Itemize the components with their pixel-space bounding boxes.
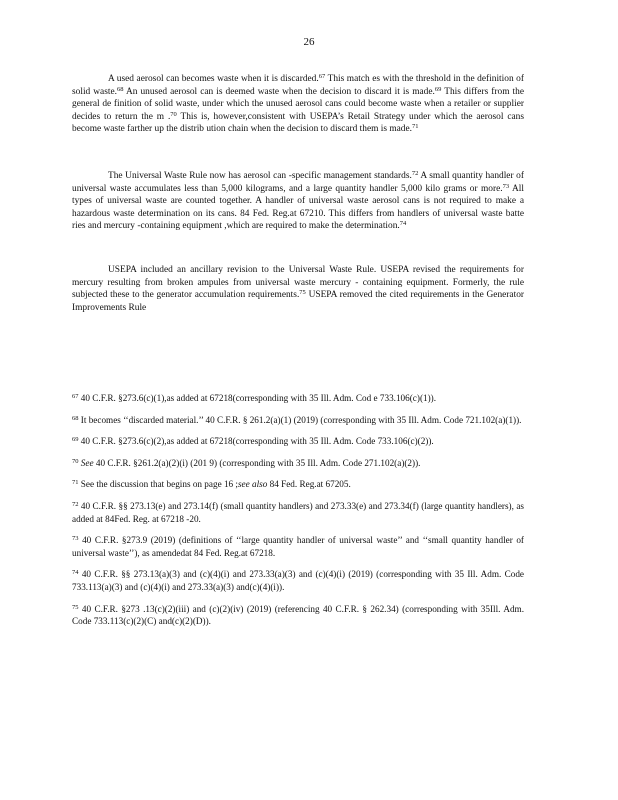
footnote-reference: 72 [411,170,419,177]
text-run: 40 C.F.R. §273 .13(c)(2)(iii) and (c)(2)(iv) (2019) (referencing 40 C.F.R. § 262.34) (corresponding with 35Ill. Adm. Code 733.113(c)(2)(C) and(c)(2)(D)). [72,603,524,627]
footnote-70 [72,457,524,470]
footnote-reference: 71 [412,123,419,131]
footnote-reference: 67 [318,73,326,80]
text-run: The Universal Waste Rule now has aerosol can -specific management standards. [108,171,412,181]
footnote-67 [72,392,524,405]
footnote-71 [72,478,524,491]
footnote-69 [72,435,524,448]
footnote-number: 75 [72,603,79,611]
text-run: An unused aerosol can is deemed waste when the decision to discard it is made. [123,86,435,97]
italic-text: see also [237,479,268,490]
footnote-reference: 68 [116,85,124,93]
footnote-reference: 74 [399,220,407,228]
italic-text: See [78,457,94,468]
text-run: 40 C.F.R. §273.6(c)(1),as added at 67218(corresponding with 35 Ill. Adm. Cod e 733.106(c)(1)). [78,393,437,403]
footnote-number: 73 [72,535,79,543]
footnote-number: 72 [72,500,79,508]
footnote-number: 69 [72,436,79,444]
footnote-reference: 69 [434,85,442,93]
footnote-number: 70 [72,457,79,465]
footnote-68 [72,414,524,427]
text-run: See the discussion that begins on page 16 ; [78,479,238,490]
body-paragraph-2 [72,170,524,233]
body-paragraph-1 [72,73,524,136]
text-run: 40 C.F.R. §§ 273.13(a)(3) and (c)(4)(i) and 273.33(a)(3) and (c)(4)(i) (2019) (corresponding with 35 Ill. Adm. Code 733.113(a)(3) and (c)(4)(i) and 273.33(a)(3) and(c)(4)(i)). [72,569,524,592]
footnote-73 [72,534,524,559]
text-run: A small quantity handler of universal waste accumulates less than 5,000 kilograms, and a large quantity handler 5,000 kilo grams or more. [72,171,524,194]
text-run: It becomes ‘‘discarded material.’’ 40 C.F.R. § 261.2(a)(1) (2019) (corresponding with 35 Ill. Adm. Code 721.102(a)(1)). [78,414,522,425]
text-run: This is, however,consistent with USEPA’s Retail Strategy under which the aerosol cans become waste farther up the distrib ution chain when the decision to discard them is made. [72,111,524,135]
text-run: 40 C.F.R. §§ 273.13(e) and 273.14(f) (small quantity handlers) and 273.33(e) and 273.34(f) (large quantity handlers), as added at 84Fed. Reg. at 67218 -20. [72,500,524,524]
footnote-reference: 75 [299,289,306,297]
footnote-75 [72,603,524,628]
footnote-74 [72,568,524,593]
text-run: USEPA removed the cited requirements in the Generator Improvements Rule [72,290,525,313]
footnote-reference: 70 [170,110,177,118]
footnotes-section [72,392,524,637]
footnote-reference: 73 [502,182,510,190]
footnote-72 [72,500,524,525]
page-number: 26 [303,36,315,48]
text-run: 40 C.F.R. §261.2(a)(2)(i) (201 9) (corresponding with 35 Ill. Adm. Code 271.102(a)(2)). [93,457,421,468]
footnote-number: 74 [72,569,79,577]
text-run: This differs from the general de finition of solid waste, under which the unused aerosol cans could become waste when a retailer or supplier decides to return the m . [72,86,524,122]
body-paragraph-3 [72,264,524,314]
text-run: All types of universal waste are counted together. A handler of universal waste aerosol cans is not required to make a hazardous waste determination on its cans. 84 Fed. Reg.at 67210. This differs from handlers of universal waste batte ries and mercury -containing equipment ,which are required to make the determination. [72,183,524,232]
text-run: This match es with the threshold in the definition of solid waste. [72,74,524,97]
footnote-number: 71 [72,479,79,487]
text-run: 40 C.F.R. §273.9 (2019) (definitions of ‘‘large quantity handler of universal waste’’ and ‘‘small quantity handler of universal waste’’), as amendedat 84 Fed. Reg.at 67218. [72,535,524,558]
text-run: 40 C.F.R. §273.6(c)(2),as added at 67218(corresponding with 35 Ill. Adm. Code 733.106(c)(2)). [78,436,434,447]
footnote-number: 68 [72,414,79,422]
footnote-number: 67 [72,393,79,400]
text-run: USEPA included an ancillary revision to the Universal Waste Rule. USEPA revised the requirements for mercury resulting from broken ampules from universal waste mercury - containing equipment. Formerly, the rule subjected these to the generator accumulation requirements. [72,265,524,301]
text-run: A used aerosol can becomes waste when it is discarded. [108,74,319,84]
text-run: 84 Fed. Reg.at 67205. [267,479,351,490]
